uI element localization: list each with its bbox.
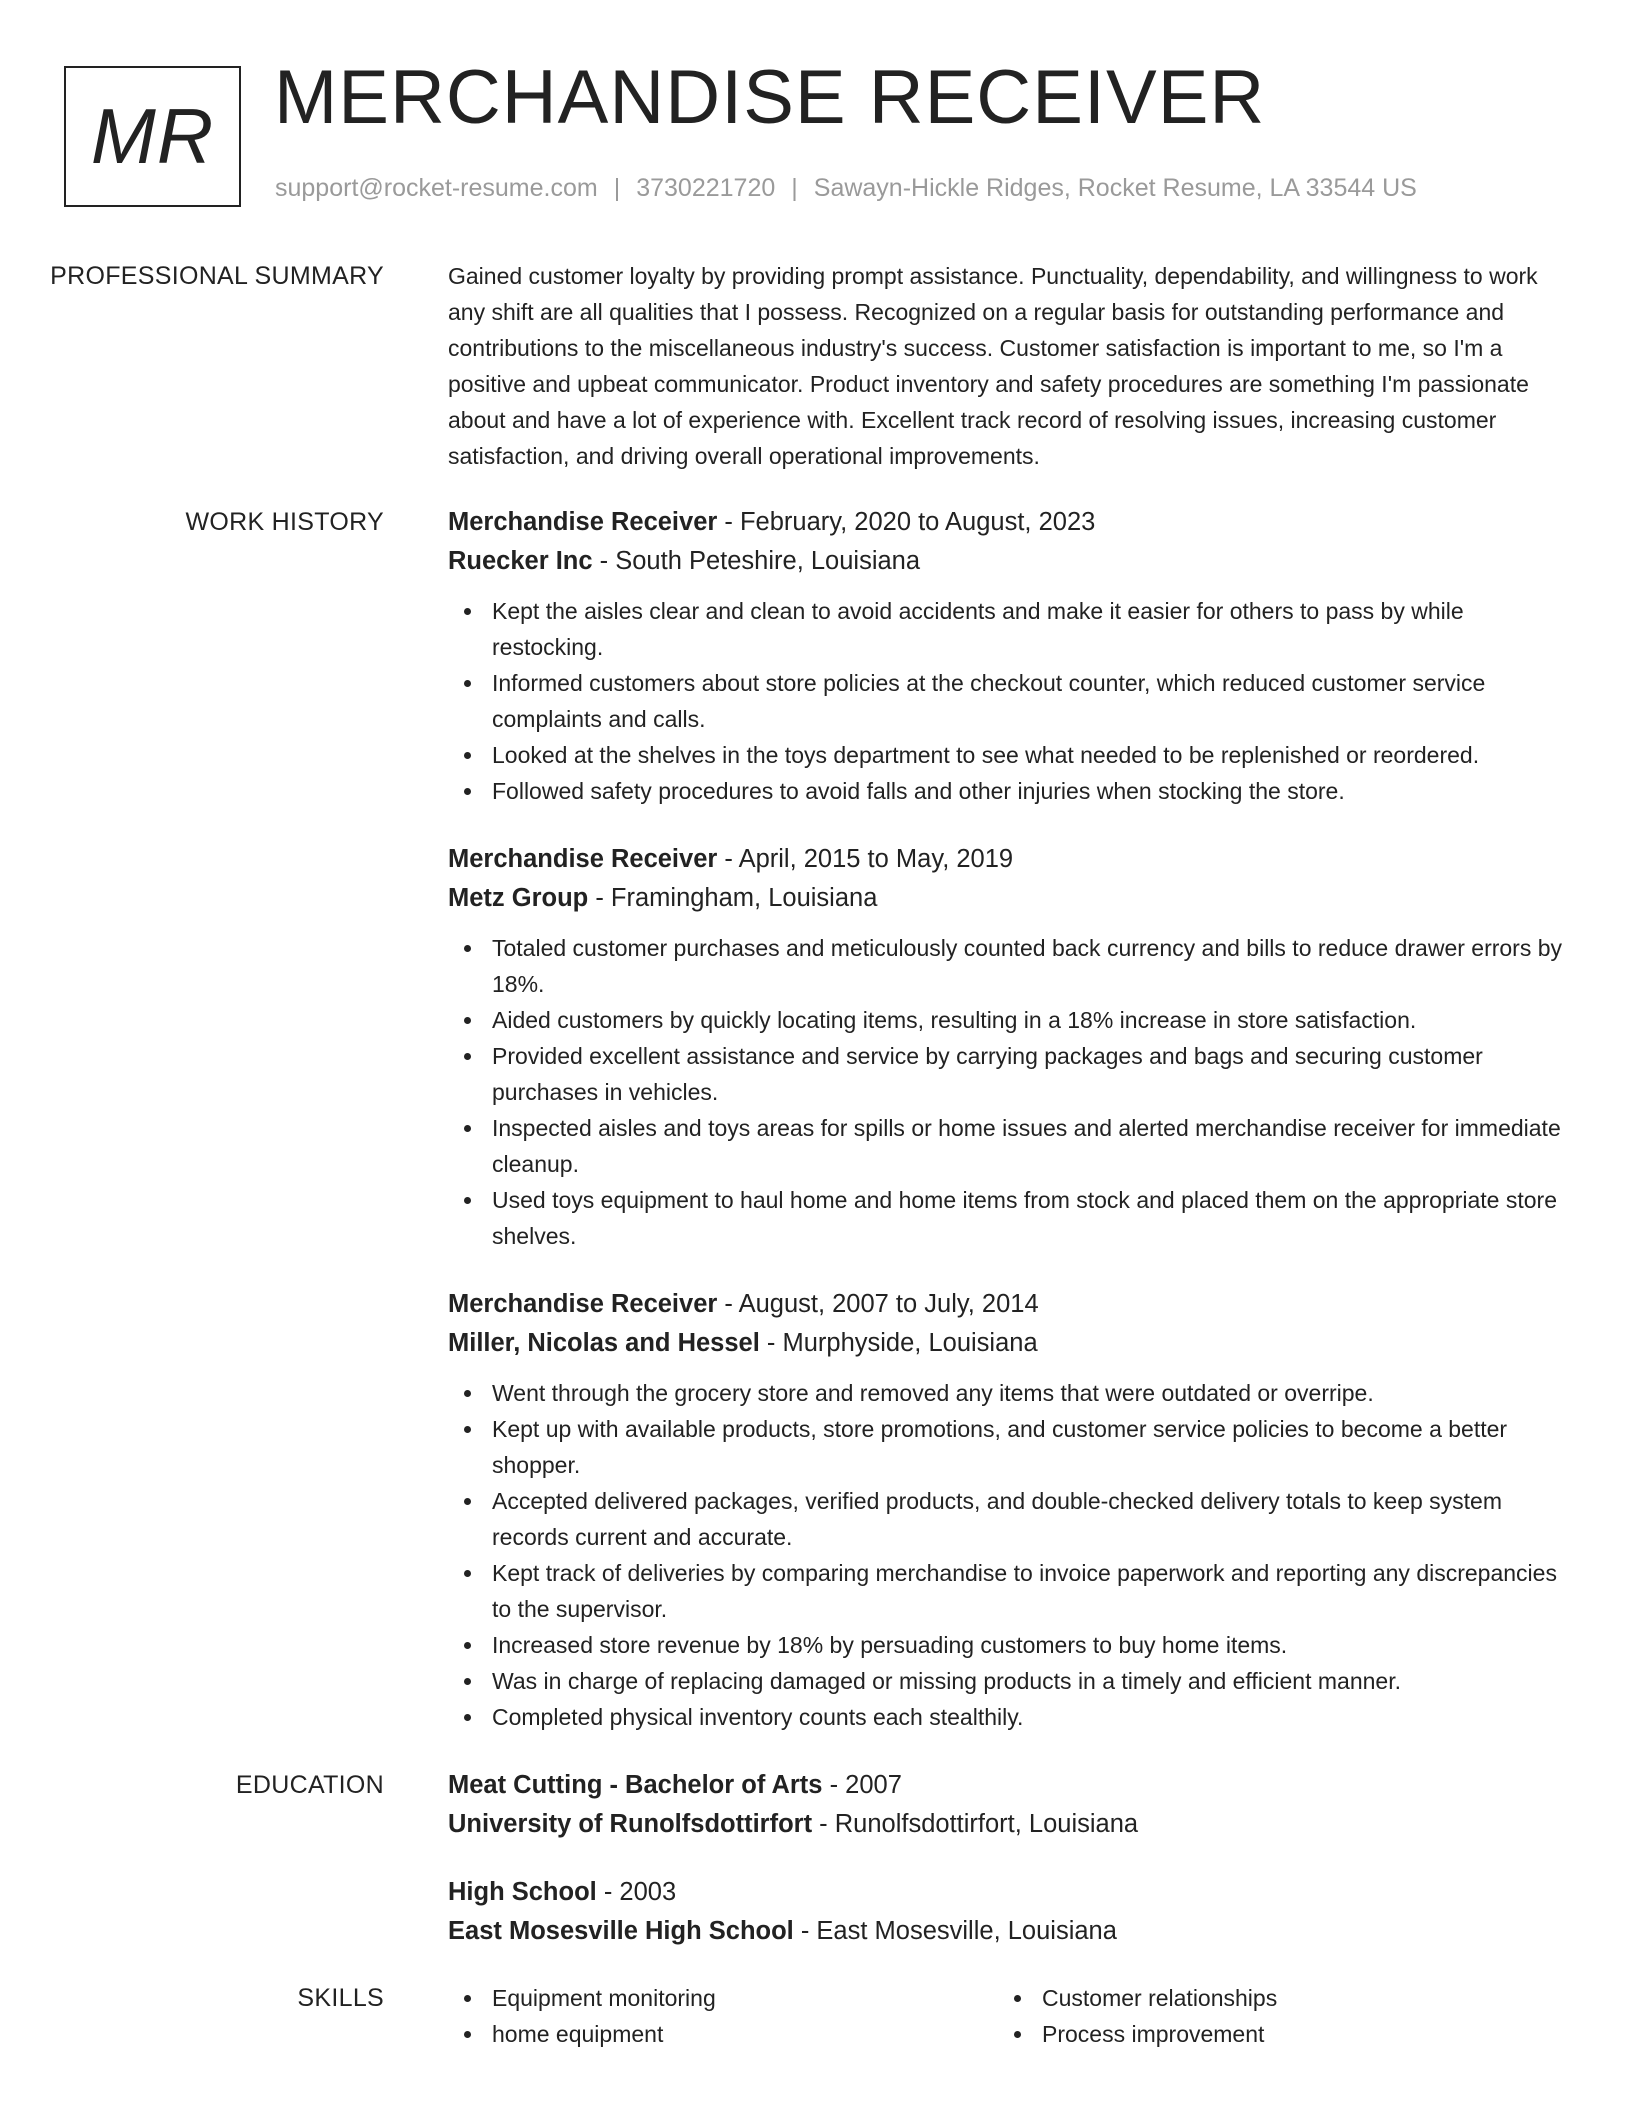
skills-section xyxy=(0,1980,1632,2052)
list-item: Informed customers about store policies at the checkout counter, which reduced customer service complaints and calls. xyxy=(492,665,1564,737)
job-title: Merchandise Receiver xyxy=(448,1290,718,1318)
monogram-badge xyxy=(64,66,241,207)
contact-address: Sawayn-Hickle Ridges, Rocket Resume, LA 33544 US xyxy=(813,174,1417,202)
list-item: Looked at the shelves in the toys department to see what needed to be replenished or reordered. xyxy=(492,737,1564,773)
job-company-line xyxy=(448,1324,1564,1363)
job-entry xyxy=(448,1285,1564,1735)
list-item: Went through the grocery store and removed any items that were outdated or overripe. xyxy=(492,1375,1564,1411)
list-item: Process improvement xyxy=(998,2016,1548,2052)
list-item: Was in charge of replacing damaged or missing products in a timely and efficient manner. xyxy=(492,1663,1564,1699)
list-item: Used toys equipment to haul home and home items from stock and placed them on the appropriate store shelves. xyxy=(492,1182,1564,1254)
contact-phone[interactable]: 3730221720 xyxy=(636,174,776,202)
page-title: MERCHANDISE RECEIVER xyxy=(274,55,1266,140)
section-label-skills: SKILLS xyxy=(297,1984,384,2012)
education-section xyxy=(0,1766,1632,1980)
list-item: Customer relationships xyxy=(998,1980,1548,2016)
education-school-line xyxy=(448,1805,1564,1844)
job-title-line xyxy=(448,840,1564,879)
education-year: - 2003 xyxy=(596,1878,677,1906)
education-degree: Meat Cutting - Bachelor of Arts xyxy=(448,1771,823,1799)
list-item: Totaled customer purchases and meticulously counted back currency and bills to reduce drawer errors by 18%. xyxy=(492,930,1564,1002)
education-entry xyxy=(448,1873,1564,1951)
education-school: University of Runolfsdottirfort xyxy=(448,1810,813,1838)
job-entry xyxy=(448,503,1564,809)
contact-line xyxy=(275,174,1417,203)
education-year: - 2007 xyxy=(822,1771,902,1799)
skills-list xyxy=(448,1980,1564,2052)
list-item: Inspected aisles and toys areas for spills or home issues and alerted merchandise receiver for immediate cleanup. xyxy=(492,1110,1564,1182)
job-company: Miller, Nicolas and Hessel xyxy=(448,1329,760,1357)
job-bullets xyxy=(448,593,1564,809)
list-item: Followed safety procedures to avoid falls and other injuries when stocking the store. xyxy=(492,773,1564,809)
education-degree: High School xyxy=(448,1878,597,1906)
education-location: - Runolfsdottirfort, Louisiana xyxy=(812,1810,1139,1838)
summary-section xyxy=(0,258,1632,474)
summary-text: Gained customer loyalty by providing prompt assistance. Punctuality, dependability, and willingness to work any shift are all qualities that I possess. Recognized on a regular basis for outstanding performance and contributions to the miscellaneous industry's success. Customer satisfaction is important to me, so I'm a positive and upbeat communicator. Product inventory and safety procedures are something I'm passionate about and have a lot of experience with. Excellent track record of resolving issues, increasing customer satisfaction, and driving overall operational improvements. xyxy=(448,263,1538,469)
job-location: - South Peteshire, Louisiana xyxy=(592,547,921,575)
list-item: Accepted delivered packages, verified products, and double-checked delivery totals to keep system records current and accurate. xyxy=(492,1483,1564,1555)
job-company-line xyxy=(448,879,1564,918)
job-title-line xyxy=(448,503,1564,542)
section-label-work-history: WORK HISTORY xyxy=(185,508,384,536)
list-item: Completed physical inventory counts each stealthily. xyxy=(492,1699,1564,1735)
list-item: Aided customers by quickly locating items, resulting in a 18% increase in store satisfaction. xyxy=(492,1002,1564,1038)
job-dates: - February, 2020 to August, 2023 xyxy=(717,508,1096,536)
job-company: Metz Group xyxy=(448,884,589,912)
job-company: Ruecker Inc xyxy=(448,547,593,575)
contact-email[interactable]: support@rocket-resume.com xyxy=(275,174,598,202)
job-bullets xyxy=(448,930,1564,1254)
job-title: Merchandise Receiver xyxy=(448,508,718,536)
section-label-education: EDUCATION xyxy=(235,1771,384,1799)
list-item: Kept track of deliveries by comparing merchandise to invoice paperwork and reporting any discrepancies to the supervisor. xyxy=(492,1555,1564,1627)
education-school-line xyxy=(448,1912,1564,1951)
list-item: Increased store revenue by 18% by persuading customers to buy home items. xyxy=(492,1627,1564,1663)
job-entry xyxy=(448,840,1564,1254)
monogram-text: MR xyxy=(90,92,215,180)
job-company-line xyxy=(448,542,1564,581)
education-school: East Mosesville High School xyxy=(448,1917,794,1945)
contact-separator: | xyxy=(791,174,798,202)
job-location: - Framingham, Louisiana xyxy=(588,884,878,912)
education-entry xyxy=(448,1766,1564,1844)
education-degree-line xyxy=(448,1766,1564,1805)
section-label-summary: PROFESSIONAL SUMMARY xyxy=(50,262,384,290)
job-dates: - April, 2015 to May, 2019 xyxy=(717,845,1014,873)
list-item: Equipment monitoring xyxy=(448,1980,998,2016)
list-item: Kept up with available products, store promotions, and customer service policies to become a better shopper. xyxy=(492,1411,1564,1483)
contact-separator: | xyxy=(613,174,621,202)
job-title: Merchandise Receiver xyxy=(448,845,718,873)
job-dates: - August, 2007 to July, 2014 xyxy=(717,1290,1039,1318)
list-item: Provided excellent assistance and service by carrying packages and bags and securing customer purchases in vehicles. xyxy=(492,1038,1564,1110)
education-degree-line xyxy=(448,1873,1564,1912)
education-location: - East Mosesville, Louisiana xyxy=(793,1917,1117,1945)
list-item: Kept the aisles clear and clean to avoid accidents and make it easier for others to pass by while restocking. xyxy=(492,593,1564,665)
job-location: - Murphyside, Louisiana xyxy=(759,1329,1038,1357)
job-title-line xyxy=(448,1285,1564,1324)
work-history-section xyxy=(0,503,1632,1766)
job-bullets xyxy=(448,1375,1564,1735)
list-item: home equipment xyxy=(448,2016,998,2052)
